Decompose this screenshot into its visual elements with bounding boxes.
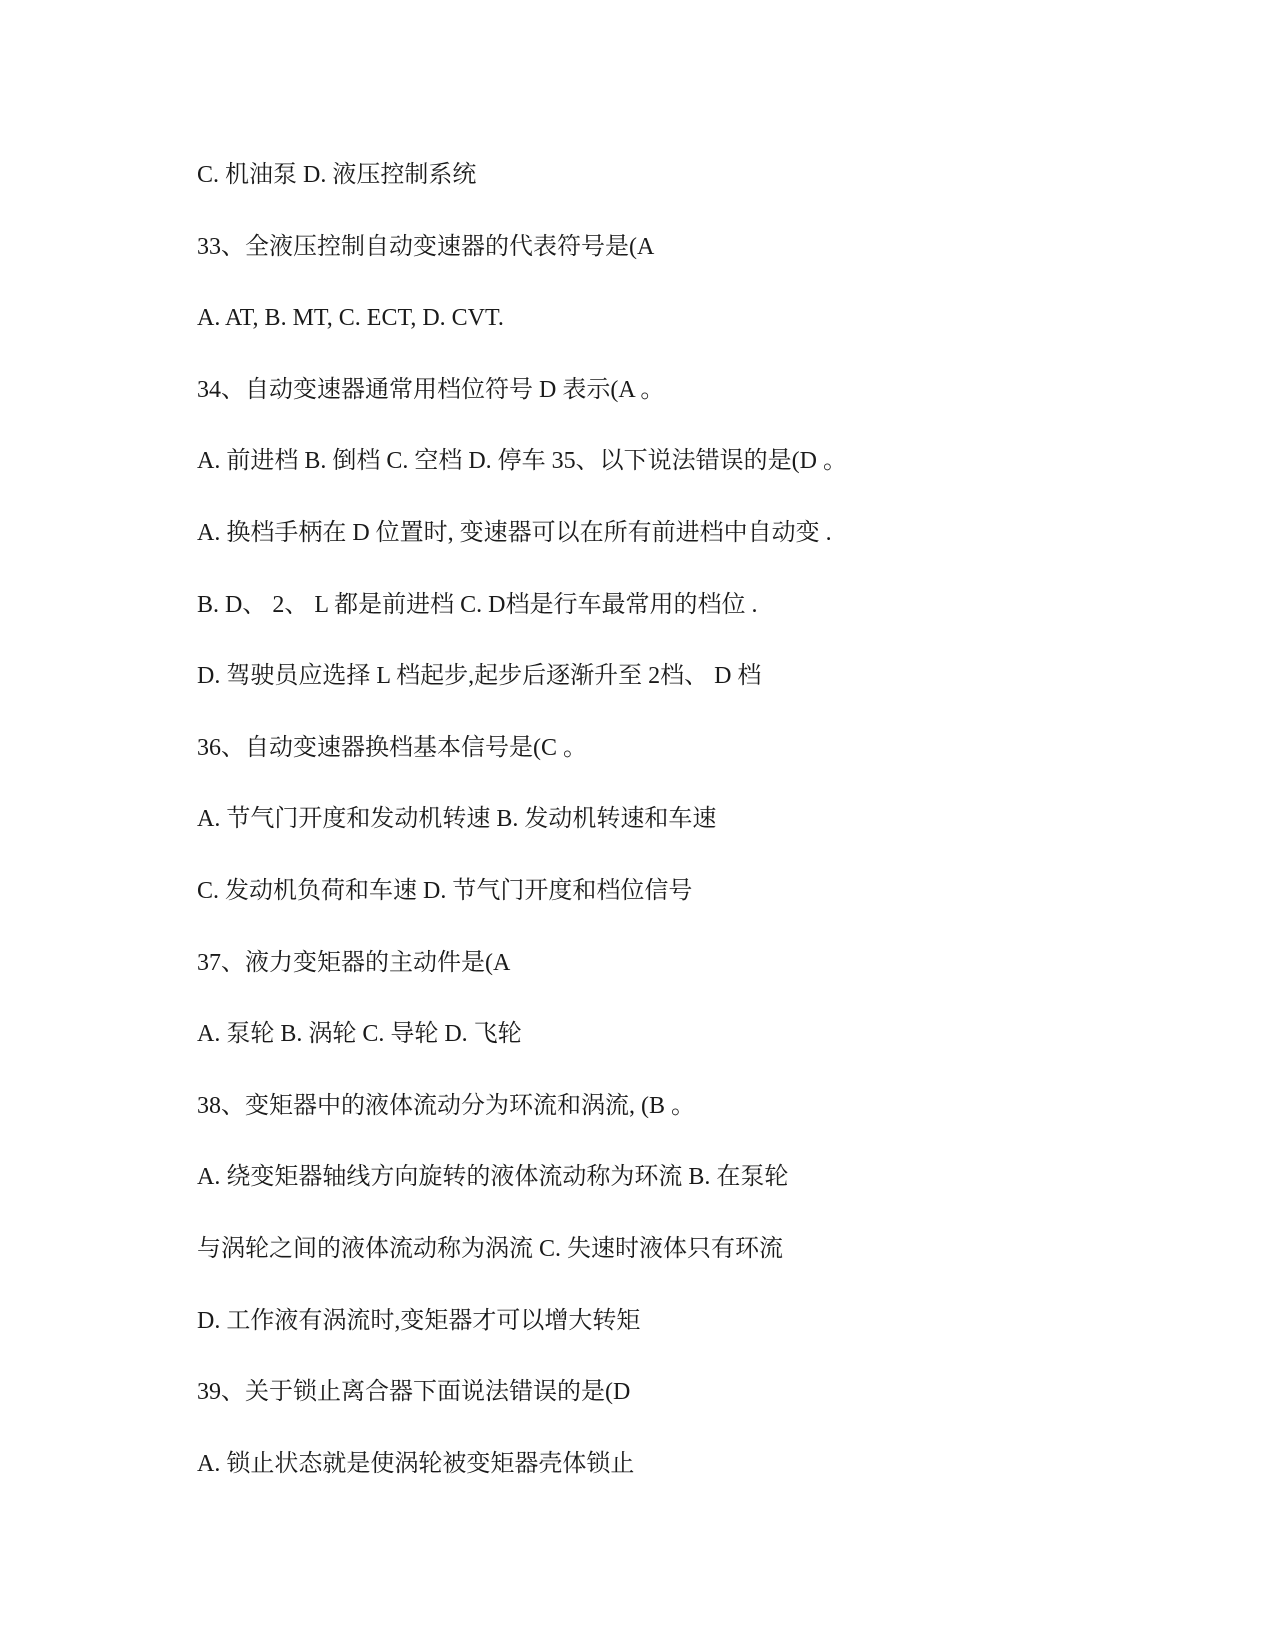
text-line: C. 发动机负荷和车速 D. 节气门开度和档位信号 [197, 877, 693, 904]
text-line: A. 锁止状态就是使涡轮被变矩器壳体锁止 [197, 1450, 635, 1477]
question-36: 36、自动变速器换档基本信号是(C 。 [197, 734, 587, 761]
text-line: A. 节气门开度和发动机转速 B. 发动机转速和车速 [197, 806, 717, 833]
text-line: A. AT, B. MT, C. ECT, D. CVT. [197, 305, 504, 332]
question-33: 33、全液压控制自动变速器的代表符号是(A [197, 233, 655, 260]
question-34: 34、自动变速器通常用档位符号 D 表示(A 。 [197, 376, 665, 403]
text-line: D. 驾驶员应选择 L 档起步,起步后逐渐升至 2档、 D 档 [197, 663, 762, 690]
text-line: A. 绕变矩器轴线方向旋转的液体流动称为环流 B. 在泵轮 [197, 1164, 789, 1191]
question-39: 39、关于锁止离合器下面说法错误的是(D [197, 1379, 631, 1406]
text-line: A. 换档手柄在 D 位置时, 变速器可以在所有前进档中自动变 . [197, 519, 832, 546]
text-line: C. 机油泵 D. 液压控制系统 [197, 162, 477, 188]
text-line: 与涡轮之间的液体流动称为涡流 C. 失速时液体只有环流 [197, 1235, 784, 1262]
question-37: 37、液力变矩器的主动件是(A [197, 949, 511, 976]
document-body [197, 155, 1157, 1515]
question-38: 38、变矩器中的液体流动分为环流和涡流, (B 。 [197, 1092, 695, 1119]
text-line: A. 前进档 B. 倒档 C. 空档 D. 停车 35、以下说法错误的是(D 。 [197, 448, 848, 475]
text-line: A. 泵轮 B. 涡轮 C. 导轮 D. 飞轮 [197, 1021, 522, 1048]
text-line: B. D、 2、 L 都是前进档 C. D档是行车最常用的档位 . [197, 591, 758, 618]
text-line: D. 工作液有涡流时,变矩器才可以增大转矩 [197, 1307, 641, 1334]
